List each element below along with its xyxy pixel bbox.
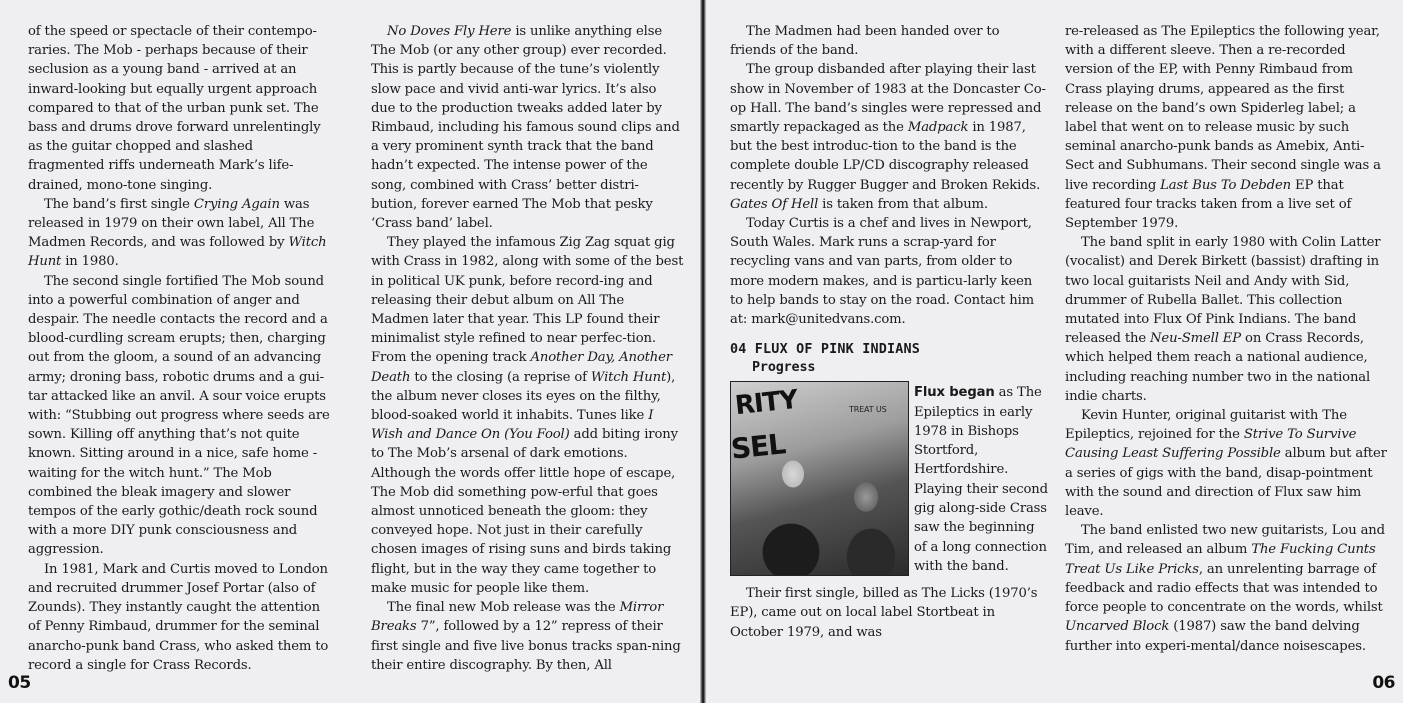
paragraph: The second single fortified The Mob sound into a powerful combination of anger and despair. The needle contacts the record and a blood-curdling scream erupts; then, charging out from the gloom, a sound of an advancing army; droning bass, robotic drums and a gui-tar attacked like an anvil. A sour voice erupts with: “Stubbing out progress where seeds are sown. Killing off anything that’s not quite known. Sitting around in a nice, safe home - waiting for the witch hunt.” The Mob combined the bleak imagery and slower tempos of the early gothic/death rock sound with a more DIY punk consciousness and aggression. [28, 273, 330, 558]
section-subheading: Progress [752, 360, 816, 376]
photo-sign-text: SEL [729, 427, 787, 466]
paragraph: The final new Mob release was the Mirror Breaks 7”, followed by a 12” repress of their first single and five live bonus tracks span-ning their entire discography. By then, All [371, 600, 681, 673]
column-3 [730, 22, 1048, 642]
section-heading: 04 FLUX OF PINK INDIANS [730, 342, 921, 358]
photo-sign-text: RITY [733, 385, 799, 422]
paragraph: Today Curtis is a chef and lives in Newport, South Wales. Mark runs a scrap-yard for recycling vans and van parts, from older to more modern makes, and is particu-larly keen to help bands to stay on the road. Contact him at: mark@unitedvans.com. [730, 216, 1035, 328]
paragraph: The group disbanded after playing their last show in November of 1983 at the Doncaster Co-op Hall. The band’s singles were repressed and smartly repackaged as the Madpack in 1987, but the best introduc-tion to the band is the complete double LP/CD discography released recently by Rugger Bugger and Broken Rekids. Gates Of Hell is taken from that album. [730, 62, 1046, 212]
photo-sign-text: TREAT US [849, 405, 887, 415]
paragraph: The Madmen had been handed over to friends of the band. [730, 24, 1000, 59]
photo-wrap-text: Flux began as The Epileptics in early 1978 in Bishops Stortford, Hertfordshire. Playing their second gig along-side Crass saw the beginning of a long connection with the band. [914, 385, 1048, 574]
paragraph: No Doves Fly Here is unlike anything else The Mob (or any other group) ever recorded. This is partly because of the tune’s violently slow pace and vivid anti-war lyrics. It’s also due to the production tweaks added later by Rimbaud, including his famous sound clips and a very prominent synth track that the band hadn’t expected. The intense power of the song, combined with Crass’ better distri-bution, forever earned The Mob that pesky ‘Crass band’ label. [371, 24, 680, 232]
paragraph: The band enlisted two new guitarists, Lou and Tim, and released an album The Fucking Cunts Treat Us Like Pricks, an unrelenting barrage of feedback and radio effects that was intended to force people to concentrate on the words, whilst Uncarved Block (1987) saw the band delving further into experi-mental/dance noisescapes. [1065, 523, 1385, 654]
left-page [0, 0, 700, 703]
page-number: 05 [8, 673, 31, 693]
paragraph: Kevin Hunter, original guitarist with The Epileptics, rejoined for the Strive To Survive Causing Least Suffering Possible album but after a series of gigs with the band, disap-pointment with the sound and direction of Flux saw him leave. [1065, 408, 1387, 520]
paragraph: The band split in early 1980 with Colin Latter (vocalist) and Derek Birkett (bassist) drafting in two local guitarists Neil and Andy with Sid, drummer of Rubella Ballet. This collection mutated into Flux Of Pink Indians. The band released the Neu-Smell EP on Crass Records, which helped them reach a national audience, including reaching number two in the national indie charts. [1065, 235, 1381, 404]
column-2 [371, 22, 684, 675]
band-photo [730, 381, 909, 576]
page-number: 06 [1372, 673, 1395, 693]
photo-wrap-block [730, 381, 1048, 584]
paragraph: The band’s first single Crying Again was released in 1979 on their own label, All The Madmen Records, and was followed by Witch Hunt in 1980. [28, 196, 327, 270]
column-4 [1065, 22, 1387, 656]
paragraph: They played the infamous Zig Zag squat gig with Crass in 1982, along with some of the best in political UK punk, before record-ing and releasing their debut album on All The Madmen later that year. This LP found their minimalist style refined to near perfec-tion. From the opening track Another Day, Another Death to the closing (a reprise of Witch Hunt), the album never closes its eyes on the filthy, blood-soaked world it inhabits. Tunes like I Wish and Dance On (You Fool) add biting irony to The Mob’s arsenal of dark emotions. Although the words offer little hope of escape, The Mob did something pow-erful that goes almost unnoticed beneath the gloom: they conveyed hope. Not just in their carefully chosen images of rising suns and birds taking flight, but in the way they came together to make music for people like them. [371, 235, 684, 596]
paragraph: re-released as The Epileptics the following year, with a different sleeve. Then a re-recorded version of the EP, with Penny Rimbaud from Crass playing drums, appeared as the first release on the band’s own Spiderleg label; a label that went on to release music by such seminal anarcho-punk bands as Amebix, Anti-Sect and Subhumans. Their second single was a live recording Last Bus To Debden EP that featured four tracks taken from a live set of September 1979. [1065, 24, 1381, 232]
paragraph: of the speed or spectacle of their contempo-raries. The Mob - perhaps because of their seclusion as a young band - arrived at an inward-looking but equally urgent approach compared to that of the urban punk set. The bass and drums drove forward unrelentingly as the guitar chopped and slashed fragmented riffs underneath Mark’s life-drained, mono-tone singing. [28, 24, 321, 193]
right-page [706, 0, 1403, 703]
paragraph: In 1981, Mark and Curtis moved to London and recruited drummer Josef Portar (also of Zounds). They instantly caught the attention of Penny Rimbaud, drummer for the seminal anarcho-punk band Crass, who asked them to record a single for Crass Records. [28, 561, 329, 673]
column-1 [28, 22, 333, 675]
paragraph: Their first single, billed as The Licks (1970’s EP), came out on local label Stortbeat in October 1979, and was [730, 586, 1038, 640]
